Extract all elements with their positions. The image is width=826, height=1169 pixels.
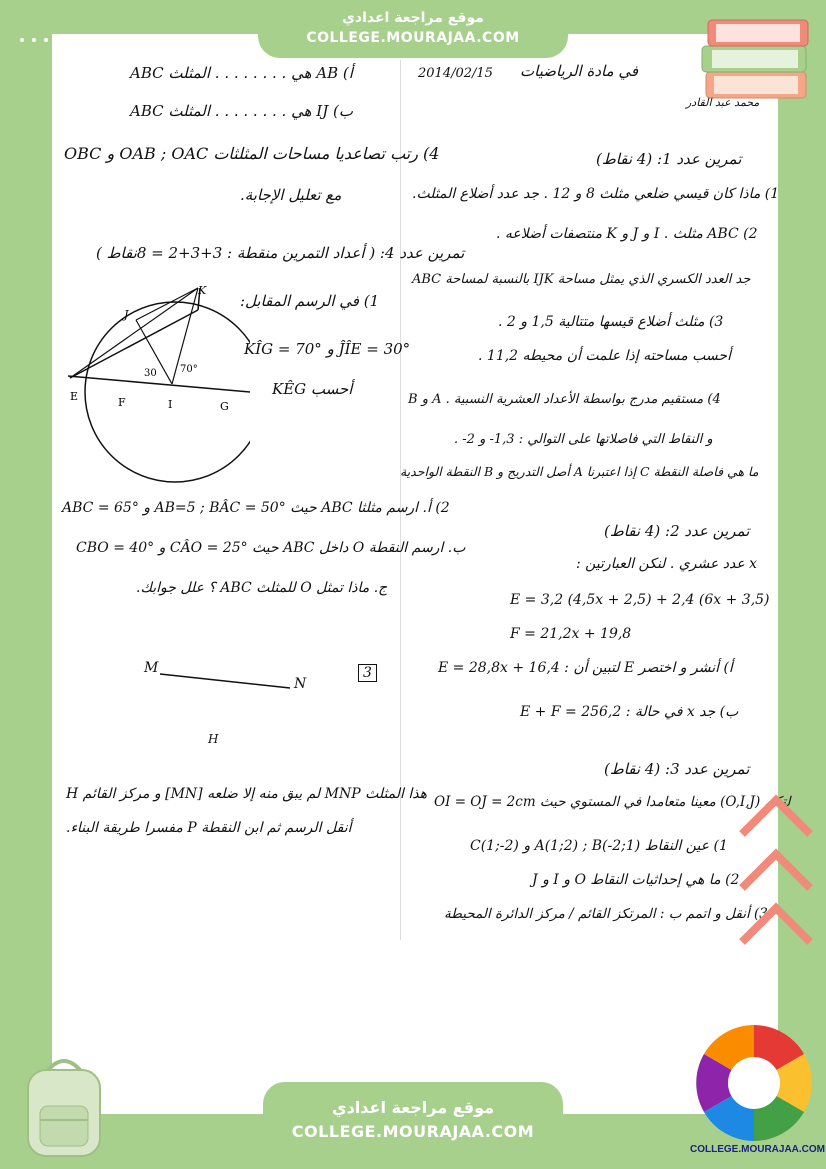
exercise-4-item-2a: 2) أ. ارسم مثلثا ABC حيث AB=5 ; BÂC = 50° و ABC = 65° — [62, 500, 450, 516]
exercise-2-title: تمرين عدد 2: (4 نقاط) — [604, 522, 750, 540]
exercise-3-title: تمرين عدد 3: (4 نقاط) — [604, 760, 750, 778]
question-4-note: مع تعليل الإجابة. — [240, 186, 342, 204]
books-icon — [700, 14, 812, 106]
line-EG — [68, 376, 250, 392]
exercise-3-item-4: 3) أنقل و اتمم ب : المرتكز القائم / مركز الدائرة المحيطة — [444, 906, 768, 922]
exercise-4-item-1: 1) في الرسم المقابل: — [240, 292, 380, 310]
label-F: F — [118, 396, 126, 409]
circle — [85, 302, 250, 482]
exercise-4-item-2b: ب. ارسم النقطة O داخل ABC حيث CÂO = 25° و CBO = 40° — [76, 540, 466, 556]
site-logo-icon[interactable] — [693, 1022, 815, 1144]
exercise-4-item-3-number: 3 — [358, 664, 377, 682]
line-EK — [70, 310, 198, 378]
label-H: H — [208, 732, 219, 746]
site-name-arabic: موقع مراجعة اعدادي — [342, 10, 484, 26]
backpack-icon — [14, 1050, 114, 1160]
label-angle-70: 70° — [180, 364, 198, 375]
exercise-2-item-1: x عدد عشري . لنكن العبارتين : — [576, 556, 758, 572]
exercise-4-compute: أحسب KÊG — [272, 380, 353, 398]
footer-site-url[interactable]: COLLEGE.MOURAJAA.COM — [291, 1122, 535, 1141]
question-a: أ) ΑΒ هي . . . . . . . . المثلث ABC — [130, 64, 353, 82]
segment-MN — [140, 660, 310, 700]
exercise-1-item-3: 3) مثلث أضلاع قيسها متتالية 1,5 و 2 . — [498, 314, 724, 330]
exercise-3-item-2: 1) عين النقاط A(1;2) ; B(-2;1) و C(1;-2) — [470, 838, 728, 854]
question-4: 4) رتب تصاعديا مساحات المثلثات OAB ; OAC و OBC — [64, 144, 440, 163]
question-b: ب) IJ هي . . . . . . . . المثلث ABC — [130, 102, 353, 120]
exercise-4-item-3-text2: أنقل الرسم ثم ابن النقطة P مفسرا طريقة البناء. — [66, 820, 352, 836]
exercise-1-title: تمرين عدد 1: (4 نقاط) — [596, 150, 742, 168]
exam-date: 2014/02/15 — [418, 66, 493, 81]
exercise-1-item-4b: و النقاط التي فاصلاتها على التوالي : 1,3- و 2- . — [454, 432, 713, 447]
circle-figure — [60, 280, 250, 490]
chevron-up-icon — [736, 790, 816, 970]
site-url[interactable]: COLLEGE.MOURAJAA.COM — [306, 30, 520, 46]
label-G: G — [220, 400, 229, 413]
footer-site-name-arabic: موقع مراجعة اعدادي — [331, 1098, 495, 1117]
exercise-2-item-b: ب) جد x في حالة : E + F = 256,2 — [520, 704, 739, 720]
exercise-2-expression-E: E = 3,2 (4,5x + 2,5) + 2,4 (6x + 3,5) — [510, 592, 770, 608]
teacher-name: محمد عبد القادر — [686, 96, 760, 109]
exercise-1-item-3b: أحسب مساحته إذا علمت أن محيطه 11,2 . — [478, 348, 731, 364]
exercise-2-item-a: أ) أنشر و اختصر E لتبين أن : E = 28,8x + 16,4 — [438, 660, 733, 676]
label-J: J — [124, 308, 129, 321]
label-K: K — [198, 284, 207, 297]
footer-banner[interactable] — [263, 1082, 563, 1169]
exercise-1-item-2b: جد العدد الكسري الذي يمثل مساحة IJK بالنسبة لمساحة ABC — [412, 272, 751, 287]
exercise-2-expression-F: F = 21,2x + 19,8 — [510, 626, 632, 642]
exercise-1-item-1: 1) ماذا كان قيسي ضلعي مثلث 8 و 12 . جد عدد أضلاع المثلث. — [412, 186, 780, 202]
label-E: E — [70, 390, 79, 403]
exercise-4-title: تمرين عدد 4: ( أعداد التمرين منقطة : 3+3+2 = 8نقاط ) — [96, 244, 465, 262]
label-I: I — [168, 398, 173, 411]
label-N: N — [294, 676, 307, 692]
exercise-4-angles: KÎG = 70° و ĴÎE = 30° — [244, 340, 411, 358]
label-angle-30: 30 — [144, 368, 157, 379]
exercise-3-item-1: لتكن (O,I,J) معينا متعامدا في المستوي حيث OI = OJ = 2cm — [434, 794, 791, 810]
exercise-1-item-4c: ما هي فاصلة النقطة C إذا اعتبرنا A أصل التدريج و B النقطة الواحدية — [400, 464, 759, 479]
exercise-4-item-2c: ج. ماذا تمثل O للمثلث ABC ؟ علل جوابك. — [136, 580, 388, 596]
exercise-3-item-3: 2) ما هي إحداثيات النقاط O و I و J — [532, 872, 740, 888]
exercise-1-item-4: 4) مستقيم مدرج بواسطة الأعداد العشرية النسبية . A و B — [408, 392, 721, 407]
label-M: M — [144, 660, 159, 676]
logo-caption: COLLEGE.MOURAJAA.COM — [690, 1144, 825, 1155]
exercise-1-item-2: 2) ABC مثلث . I و J و K منتصفات أضلاعه . — [496, 226, 758, 242]
exam-subject: في مادة الرياضيات — [520, 62, 639, 80]
header-banner[interactable] — [258, 0, 568, 58]
exercise-4-item-3-text: هذا المثلث MNP لم يبق منه إلا ضلعه [MN] و مركز القائم H — [66, 786, 428, 802]
